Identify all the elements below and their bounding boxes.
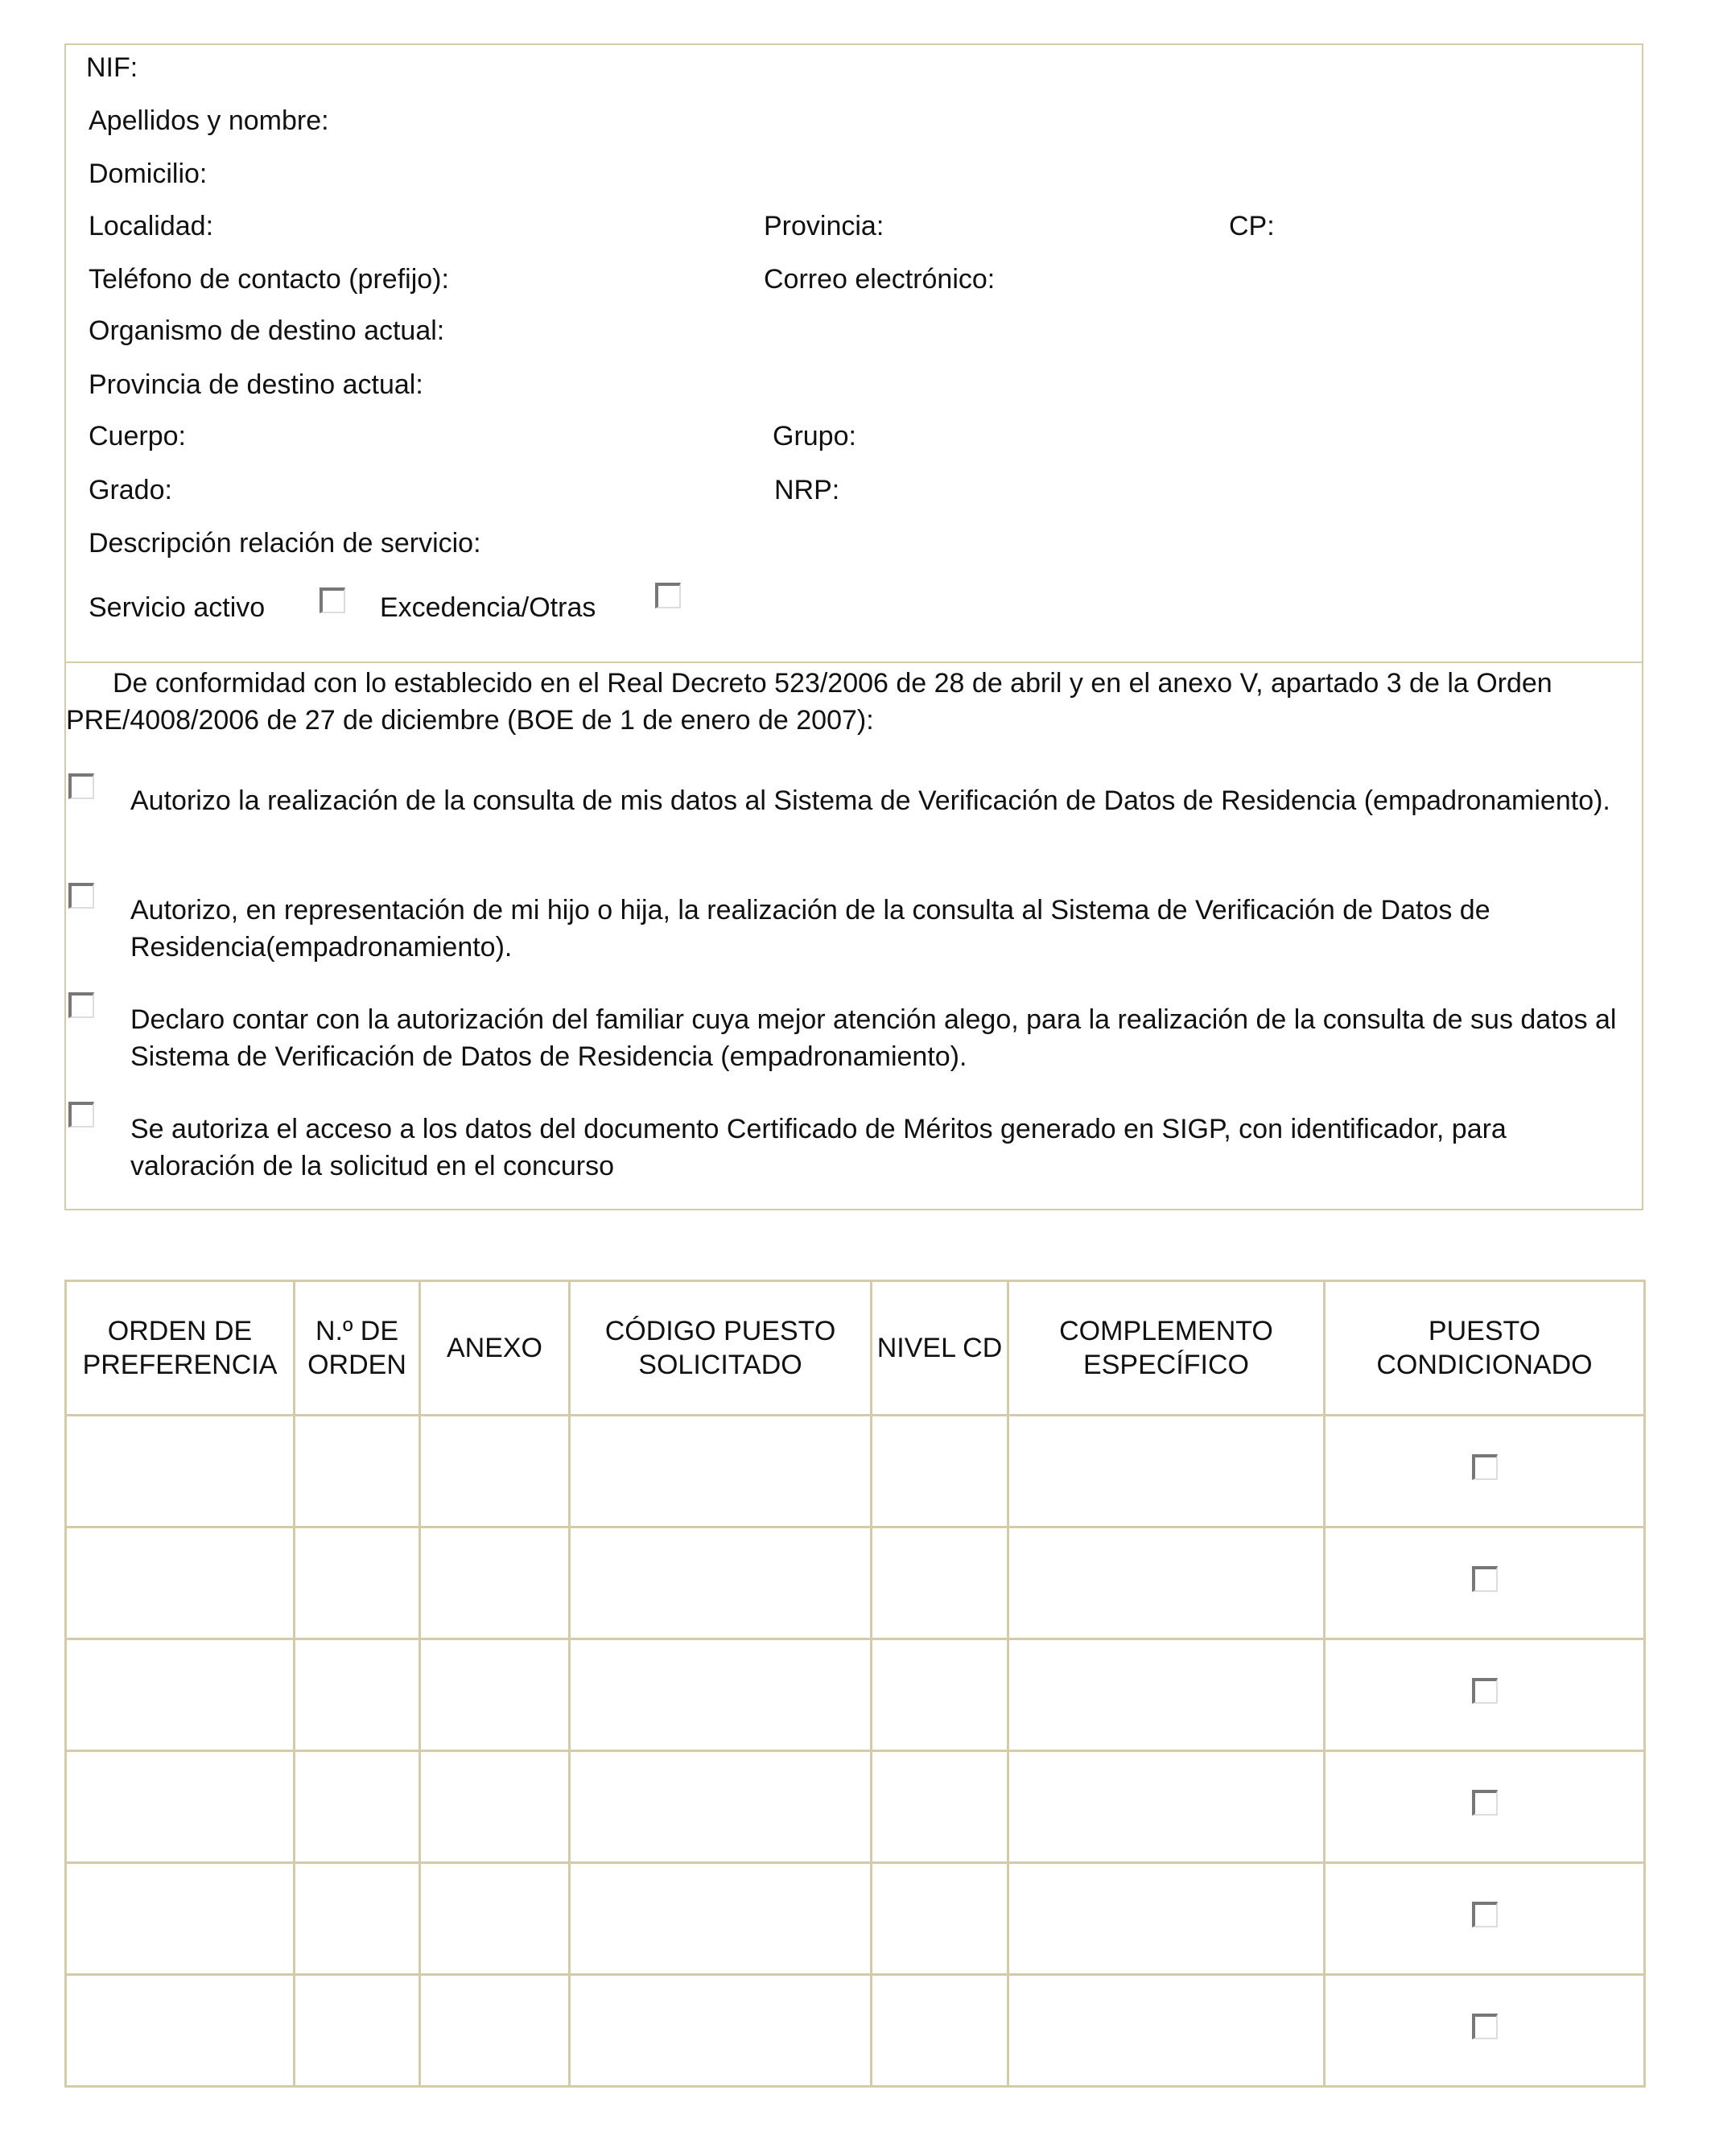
consent-text-4: Se autoriza el acceso a los datos del documento Certificado de Méritos generado en SIGP, con identificador, para valoración de la solicitud en el concurso	[130, 1114, 1507, 1181]
numero-orden-cell[interactable]	[295, 1975, 420, 2087]
anexo-cell[interactable]	[420, 1975, 570, 2087]
numero-orden-cell[interactable]	[295, 1863, 420, 1975]
organismo-label: Organismo de destino actual:	[89, 315, 445, 346]
orden-preferencia-cell[interactable]	[66, 1863, 295, 1975]
complemento-cell[interactable]	[1008, 1527, 1325, 1639]
consent-checkbox-3[interactable]	[68, 992, 94, 1018]
excedencia-checkbox[interactable]	[655, 583, 681, 608]
puesto-condicionado-cell	[1325, 1527, 1645, 1639]
anexo-cell[interactable]	[420, 1863, 570, 1975]
codigo-puesto-cell[interactable]	[570, 1863, 872, 1975]
cp-label: CP:	[1229, 211, 1275, 241]
puesto-condicionado-cell	[1325, 1639, 1645, 1751]
consent-text-3: Declaro contar con la autorización del familiar cuya mejor atención alego, para la realización de la consulta de sus datos al Sistema de Verificación de Datos de Residencia (empadronamiento).	[130, 1004, 1617, 1072]
consent-text-1: Autorizo la realización de la consulta de mis datos al Sistema de Verificación de Datos de Residencia (empadronamiento).	[130, 785, 1610, 816]
complemento-cell[interactable]	[1008, 1975, 1325, 2087]
orden-preferencia-cell[interactable]	[66, 1751, 295, 1863]
header-puesto-condicionado: PUESTO CONDICIONADO	[1325, 1281, 1645, 1416]
consent-text-2: Autorizo, en representación de mi hijo o hija, la realización de la consulta al Sistema de Verificación de Datos de Residencia(empadronamiento).	[130, 895, 1490, 963]
puesto-condicionado-checkbox[interactable]	[1472, 2014, 1498, 2039]
nrp-label: NRP:	[774, 475, 840, 505]
localidad-label: Localidad:	[89, 211, 214, 241]
table-row	[66, 1639, 1645, 1751]
codigo-puesto-cell[interactable]	[570, 1975, 872, 2087]
servicio-activo-label: Servicio activo	[89, 592, 266, 623]
complemento-cell[interactable]	[1008, 1416, 1325, 1527]
codigo-puesto-cell[interactable]	[570, 1751, 872, 1863]
table-row	[66, 1751, 1645, 1863]
orden-preferencia-cell[interactable]	[66, 1975, 295, 2087]
puesto-condicionado-checkbox[interactable]	[1472, 1790, 1498, 1816]
anexo-cell[interactable]	[420, 1639, 570, 1751]
nivel-cd-cell[interactable]	[872, 1639, 1008, 1751]
nivel-cd-cell[interactable]	[872, 1863, 1008, 1975]
header-nivel-cd: NIVEL CD	[872, 1281, 1008, 1416]
orden-preferencia-cell[interactable]	[66, 1416, 295, 1527]
excedencia-label: Excedencia/Otras	[380, 592, 596, 623]
nif-label: NIF:	[86, 52, 138, 83]
nivel-cd-cell[interactable]	[872, 1416, 1008, 1527]
numero-orden-cell[interactable]	[295, 1639, 420, 1751]
header-orden-preferencia: ORDEN DE PREFERENCIA	[66, 1281, 295, 1416]
nivel-cd-cell[interactable]	[872, 1751, 1008, 1863]
nivel-cd-cell[interactable]	[872, 1975, 1008, 2087]
codigo-puesto-cell[interactable]	[570, 1416, 872, 1527]
table-row	[66, 1863, 1645, 1975]
provincia-label: Provincia:	[764, 211, 884, 241]
consent-checkbox-1[interactable]	[68, 773, 94, 799]
consent-checkbox-4[interactable]	[68, 1102, 94, 1127]
complemento-cell[interactable]	[1008, 1639, 1325, 1751]
puesto-condicionado-checkbox[interactable]	[1472, 1454, 1498, 1480]
cuerpo-label: Cuerpo:	[89, 421, 186, 451]
table-row	[66, 1416, 1645, 1527]
positions-table	[64, 1280, 1646, 2088]
table-row	[66, 1527, 1645, 1639]
table-row	[66, 1975, 1645, 2087]
header-anexo: ANEXO	[420, 1281, 570, 1416]
numero-orden-cell[interactable]	[295, 1527, 420, 1639]
nivel-cd-cell[interactable]	[872, 1527, 1008, 1639]
servicio-activo-checkbox[interactable]	[320, 587, 345, 613]
anexo-cell[interactable]	[420, 1751, 570, 1863]
consent-intro: De conformidad con lo establecido en el Real Decreto 523/2006 de 28 de abril y en el anexo V, apartado 3 de la Orden PRE/4008/2006 de 27 de diciembre (BOE de 1 de enero de 2007):	[66, 668, 1552, 736]
table-header-row	[66, 1281, 1645, 1416]
section-divider	[64, 662, 1643, 663]
puesto-condicionado-cell	[1325, 1975, 1645, 2087]
puesto-condicionado-cell	[1325, 1863, 1645, 1975]
puesto-condicionado-cell	[1325, 1416, 1645, 1527]
puesto-condicionado-checkbox[interactable]	[1472, 1902, 1498, 1927]
puesto-condicionado-cell	[1325, 1751, 1645, 1863]
orden-preferencia-cell[interactable]	[66, 1527, 295, 1639]
domicilio-label: Domicilio:	[89, 159, 208, 189]
header-codigo-puesto: CÓDIGO PUESTO SOLICITADO	[570, 1281, 872, 1416]
complemento-cell[interactable]	[1008, 1863, 1325, 1975]
orden-preferencia-cell[interactable]	[66, 1639, 295, 1751]
puesto-condicionado-checkbox[interactable]	[1472, 1678, 1498, 1704]
codigo-puesto-cell[interactable]	[570, 1527, 872, 1639]
provincia-destino-label: Provincia de destino actual:	[89, 369, 423, 400]
puesto-condicionado-checkbox[interactable]	[1472, 1566, 1498, 1592]
grado-label: Grado:	[89, 475, 172, 505]
anexo-cell[interactable]	[420, 1416, 570, 1527]
apellidos-label: Apellidos y nombre:	[89, 105, 329, 136]
grupo-label: Grupo:	[773, 421, 856, 451]
numero-orden-cell[interactable]	[295, 1416, 420, 1527]
header-complemento: COMPLEMENTO ESPECÍFICO	[1008, 1281, 1325, 1416]
anexo-cell[interactable]	[420, 1527, 570, 1639]
descripcion-label: Descripción relación de servicio:	[89, 528, 481, 559]
complemento-cell[interactable]	[1008, 1751, 1325, 1863]
consent-checkbox-2[interactable]	[68, 883, 94, 909]
numero-orden-cell[interactable]	[295, 1751, 420, 1863]
correo-label: Correo electrónico:	[764, 264, 996, 295]
codigo-puesto-cell[interactable]	[570, 1639, 872, 1751]
telefono-label: Teléfono de contacto (prefijo):	[89, 264, 449, 295]
header-numero-orden: N.º DE ORDEN	[295, 1281, 420, 1416]
